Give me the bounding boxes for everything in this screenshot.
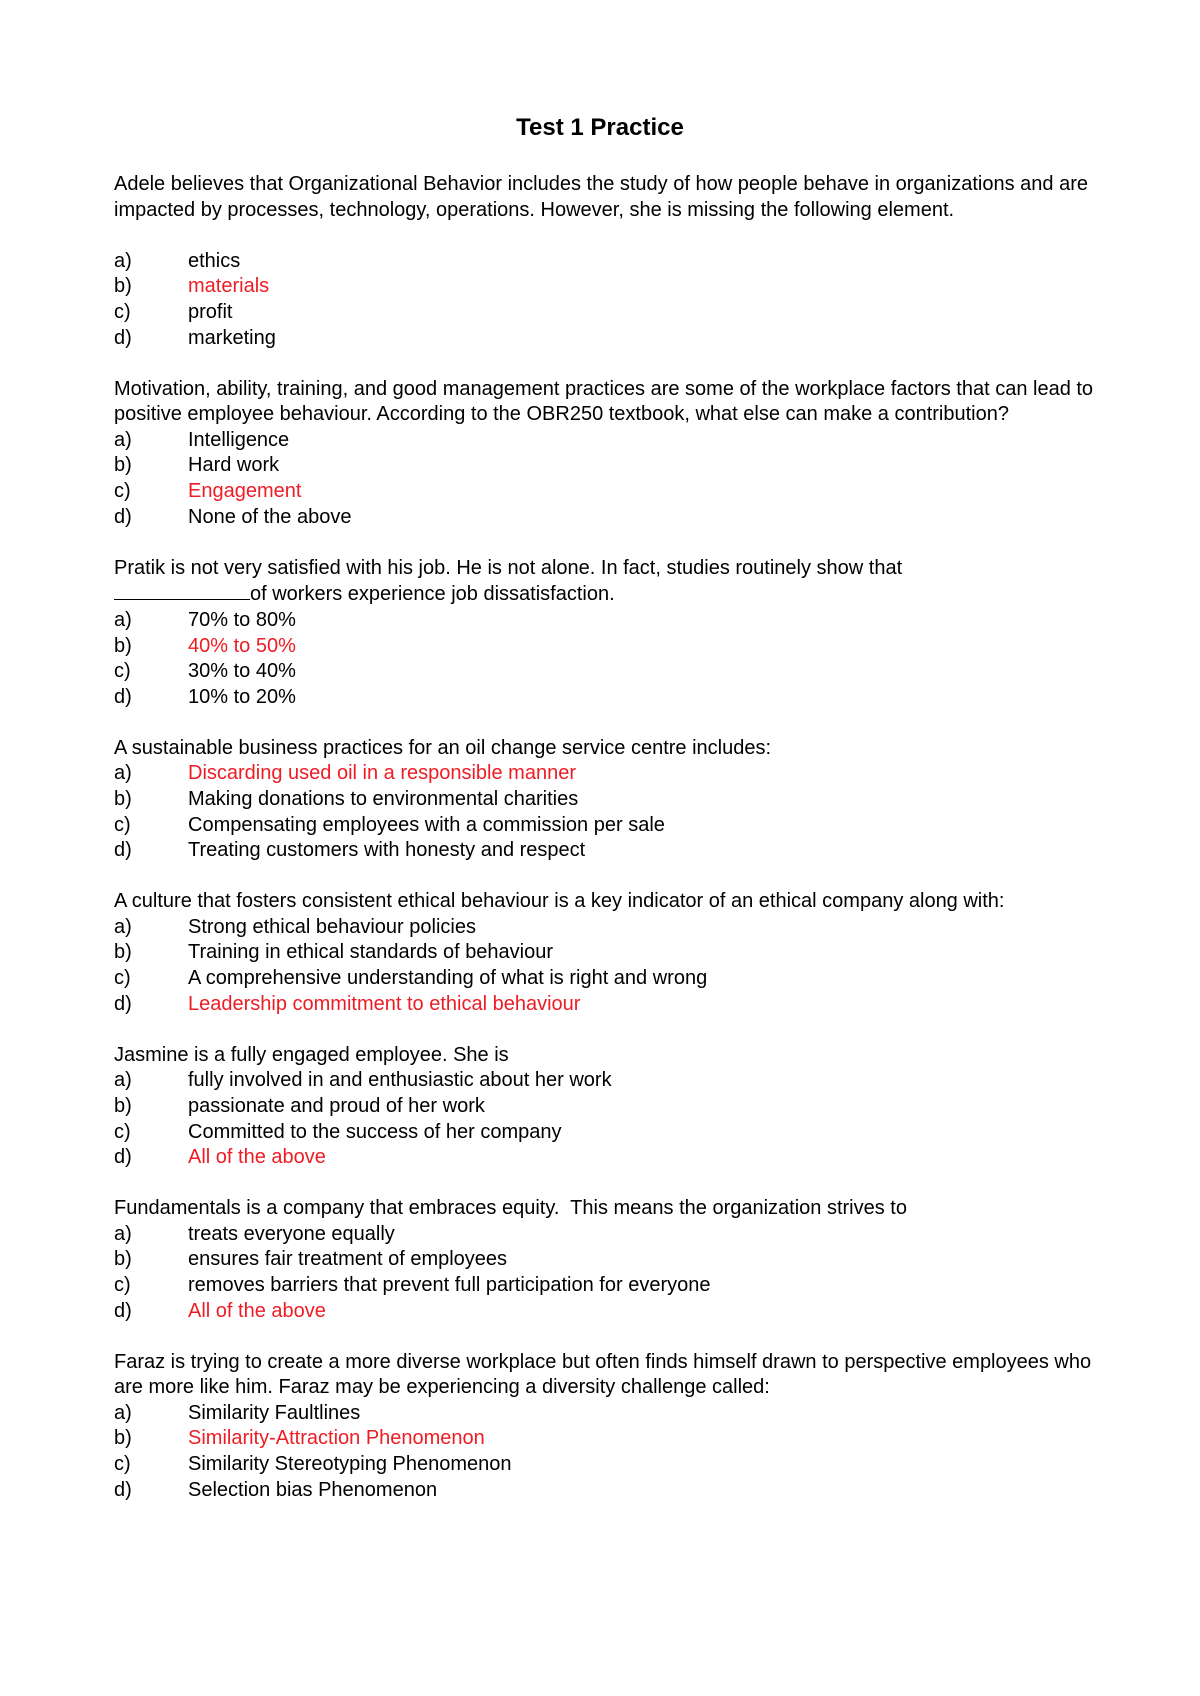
option-letter: c) bbox=[114, 1273, 131, 1296]
option-d bbox=[114, 838, 1104, 864]
option-letter: d) bbox=[114, 1478, 132, 1501]
option-b-correct bbox=[114, 634, 1104, 660]
option-b-correct bbox=[114, 274, 1104, 300]
option-c-correct bbox=[114, 479, 1104, 505]
option-b bbox=[114, 1247, 1104, 1273]
question-text-before-blank: Pratik is not very satisfied with his job. He is not alone. In fact, studies routinely show that bbox=[114, 556, 903, 579]
option-b bbox=[114, 787, 1104, 813]
option-text: treats everyone equally bbox=[188, 1222, 395, 1245]
question-text: A sustainable business practices for an oil change service centre includes: bbox=[114, 736, 772, 759]
option-a bbox=[114, 1068, 1104, 1094]
option-letter: a) bbox=[114, 428, 132, 451]
option-letter: c) bbox=[114, 300, 131, 323]
option-text: Intelligence bbox=[188, 428, 290, 451]
fill-in-blank-line bbox=[114, 581, 250, 600]
option-text: ensures fair treatment of employees bbox=[188, 1248, 508, 1271]
option-text: 10% to 20% bbox=[188, 685, 296, 708]
option-letter: a) bbox=[114, 608, 132, 631]
option-letter: c) bbox=[114, 660, 131, 683]
option-text: profit bbox=[188, 300, 233, 323]
option-c bbox=[114, 966, 1104, 992]
option-letter: d) bbox=[114, 1146, 132, 1169]
option-c bbox=[114, 1273, 1104, 1299]
question-list bbox=[114, 172, 1104, 1529]
option-c bbox=[114, 1120, 1104, 1146]
option-text: Training in ethical standards of behaviour bbox=[188, 941, 554, 964]
option-text: marketing bbox=[188, 326, 276, 349]
question-1 bbox=[114, 172, 1104, 351]
option-text: All of the above bbox=[188, 1299, 326, 1322]
option-a bbox=[114, 1222, 1104, 1248]
option-letter: c) bbox=[114, 1453, 131, 1476]
option-b-correct bbox=[114, 1426, 1104, 1452]
option-letter: d) bbox=[114, 505, 132, 528]
option-text: materials bbox=[188, 275, 270, 298]
option-text: Similarity Faultlines bbox=[188, 1401, 361, 1424]
option-letter: b) bbox=[114, 275, 132, 298]
option-letter: d) bbox=[114, 1299, 132, 1322]
option-d bbox=[114, 505, 1104, 531]
option-letter: a) bbox=[114, 1401, 132, 1424]
option-d-correct bbox=[114, 992, 1104, 1018]
question-7 bbox=[114, 1196, 1104, 1324]
option-text: All of the above bbox=[188, 1146, 326, 1169]
question-text-after-blank: of workers experience job dissatisfaction. bbox=[250, 583, 615, 606]
option-letter: b) bbox=[114, 941, 132, 964]
option-letter: a) bbox=[114, 1069, 132, 1092]
option-a bbox=[114, 249, 1104, 275]
option-text: Leadership commitment to ethical behaviour bbox=[188, 992, 581, 1015]
question-text: Adele believes that Organizational Behavior includes the study of how people behave in organizations and are impacted by processes, technology, operations. However, she is missing the following element. bbox=[114, 173, 1088, 221]
option-letter: b) bbox=[114, 1094, 132, 1117]
option-text: Treating customers with honesty and respect bbox=[188, 839, 586, 862]
option-b bbox=[114, 453, 1104, 479]
option-a bbox=[114, 915, 1104, 941]
option-text: Similarity Stereotyping Phenomenon bbox=[188, 1453, 512, 1476]
option-d bbox=[114, 1478, 1104, 1504]
question-5 bbox=[114, 889, 1104, 1017]
option-letter: b) bbox=[114, 634, 132, 657]
option-c bbox=[114, 813, 1104, 839]
option-c bbox=[114, 1452, 1104, 1478]
option-text: Committed to the success of her company bbox=[188, 1120, 562, 1143]
question-text: A culture that fosters consistent ethical behaviour is a key indicator of an ethical company along with: bbox=[114, 890, 1005, 913]
option-d bbox=[114, 685, 1104, 711]
question-8 bbox=[114, 1350, 1104, 1504]
option-letter: a) bbox=[114, 249, 132, 272]
option-b bbox=[114, 1094, 1104, 1120]
option-text: 40% to 50% bbox=[188, 634, 296, 657]
option-c bbox=[114, 659, 1104, 685]
question-text: Motivation, ability, training, and good management practices are some of the workplace factors that can lead to positive employee behaviour. According to the OBR250 textbook, what else can make a contribution? bbox=[114, 377, 1094, 426]
option-d bbox=[114, 326, 1104, 352]
option-letter: c) bbox=[114, 813, 131, 836]
option-letter: a) bbox=[114, 1222, 132, 1245]
question-text: Fundamentals is a company that embraces equity. This means the organization strives to bbox=[114, 1197, 907, 1220]
page-title: Test 1 Practice bbox=[516, 114, 684, 141]
option-letter: c) bbox=[114, 967, 131, 990]
option-text: Selection bias Phenomenon bbox=[188, 1478, 438, 1501]
option-text: 30% to 40% bbox=[188, 660, 296, 683]
option-text: ethics bbox=[188, 249, 241, 272]
question-text: Faraz is trying to create a more diverse workplace but often finds himself drawn to perspective employees who are more like him. Faraz may be experiencing a diversity challenge called: bbox=[114, 1350, 1092, 1399]
option-text: A comprehensive understanding of what is right and wrong bbox=[188, 967, 708, 990]
option-text: Discarding used oil in a responsible manner bbox=[188, 762, 576, 785]
option-text: passionate and proud of her work bbox=[188, 1094, 485, 1117]
option-text: Similarity-Attraction Phenomenon bbox=[188, 1427, 485, 1450]
question-4 bbox=[114, 736, 1104, 864]
option-letter: d) bbox=[114, 685, 132, 708]
option-text: 70% to 80% bbox=[188, 608, 296, 631]
option-d-correct bbox=[114, 1145, 1104, 1171]
option-d-correct bbox=[114, 1299, 1104, 1325]
option-letter: b) bbox=[114, 1248, 132, 1271]
option-letter: c) bbox=[114, 1120, 131, 1143]
option-text: Strong ethical behaviour policies bbox=[188, 915, 476, 938]
option-a bbox=[114, 608, 1104, 634]
question-2 bbox=[114, 377, 1104, 531]
question-3 bbox=[114, 556, 1104, 711]
question-text bbox=[114, 556, 1104, 608]
option-a bbox=[114, 1401, 1104, 1427]
option-text: Compensating employees with a commission per sale bbox=[188, 813, 665, 836]
question-6 bbox=[114, 1043, 1104, 1171]
option-a-correct bbox=[114, 761, 1104, 787]
option-a bbox=[114, 428, 1104, 454]
option-letter: a) bbox=[114, 915, 132, 938]
option-letter: d) bbox=[114, 992, 132, 1015]
option-c bbox=[114, 300, 1104, 326]
option-text: Hard work bbox=[188, 454, 280, 477]
option-letter: b) bbox=[114, 787, 132, 810]
question-text: Jasmine is a fully engaged employee. She is bbox=[114, 1043, 509, 1066]
option-letter: b) bbox=[114, 454, 132, 477]
option-letter: d) bbox=[114, 326, 132, 349]
option-b bbox=[114, 940, 1104, 966]
option-letter: a) bbox=[114, 762, 132, 785]
option-letter: d) bbox=[114, 839, 132, 862]
option-text: fully involved in and enthusiastic about her work bbox=[188, 1069, 612, 1092]
option-letter: b) bbox=[114, 1427, 132, 1450]
option-letter: c) bbox=[114, 480, 131, 503]
option-text: Engagement bbox=[188, 480, 302, 503]
option-text: None of the above bbox=[188, 505, 352, 528]
option-text: removes barriers that prevent full participation for everyone bbox=[188, 1273, 711, 1296]
option-text: Making donations to environmental charities bbox=[188, 787, 579, 810]
